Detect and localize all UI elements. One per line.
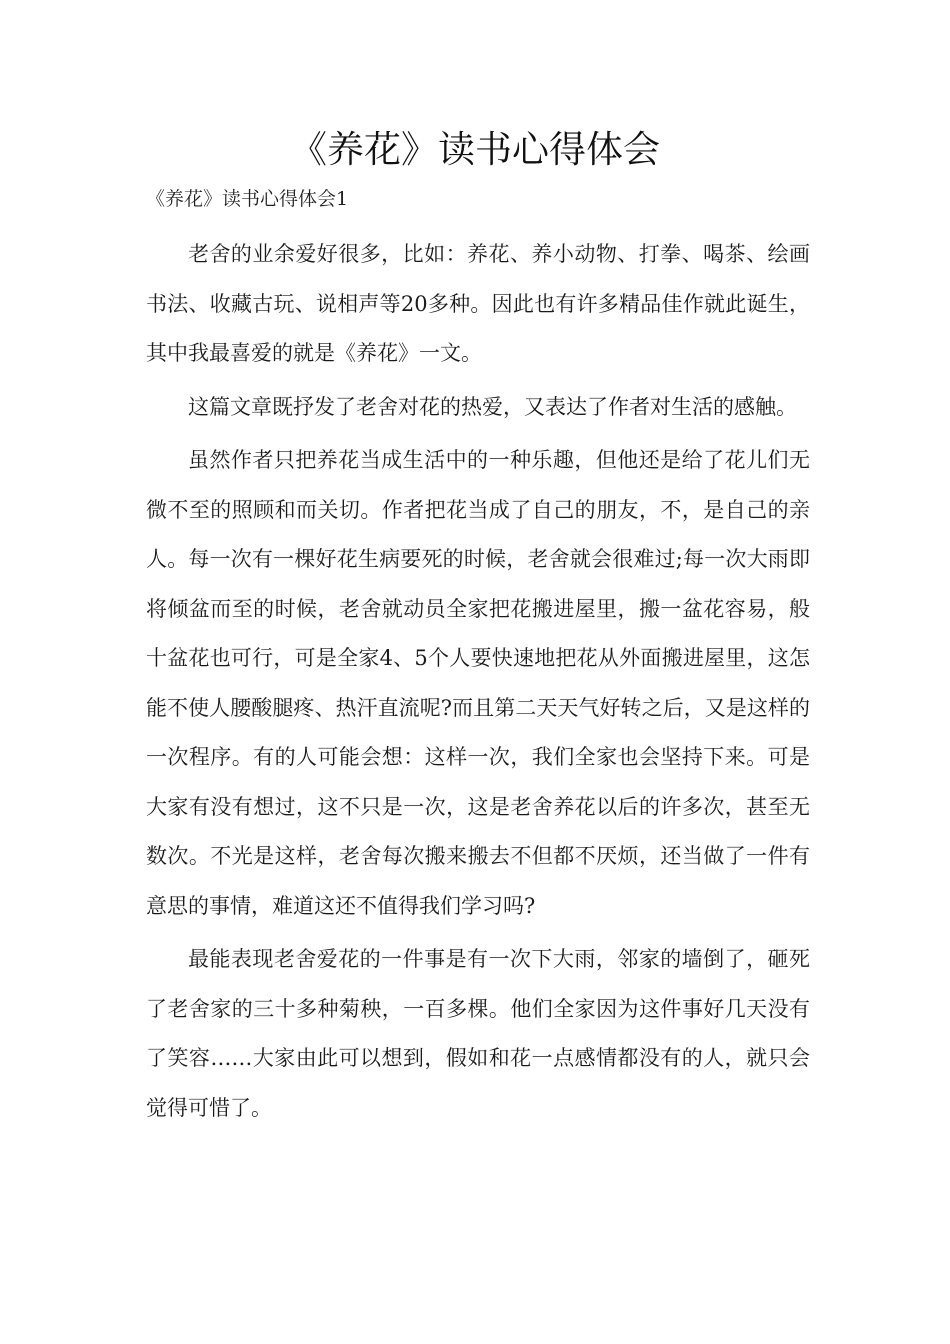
paragraph: 老舍的业余爱好很多，比如：养花、养小动物、打拳、喝茶、绘画书法、收藏古玩、说相声等20多种。因此也有许多精品佳作就此诞生，其中我最喜爱的就是《养花》一文。 <box>146 242 810 365</box>
paragraph: 虽然作者只把养花当成生活中的一种乐趣，但他还是给了花儿们无微不至的照顾和而关切。作者把花当成了自己的朋友，不，是自己的亲人。每一次有一棵好花生病要死的时候，老舍就会很难过;每一次大雨即将倾盆而至的时候，老舍就动员全家把花搬进屋里，搬一盆花容易，般十盆花也可行，可是全家4、5个人要快速地把花从外面搬进屋里，这怎能不使人腰酸腿疼、热汗直流呢?而且第二天天气好转之后，又是这样的一次程序。有的人可能会想：这样一次，我们全家也会坚持下来。可是大家有没有想过，这不只是一次，这是老舍养花以后的许多次，甚至无数次。不光是这样，老舍每次搬来搬去不但都不厌烦，还当做了一件有意思的事情，难道这还不值得我们学习吗? <box>146 448 810 918</box>
document-title: 《养花》读书心得体会 <box>290 128 660 171</box>
document-body <box>146 230 810 1137</box>
paragraph: 这篇文章既抒发了老舍对花的热爱，又表达了作者对生活的感触。 <box>188 394 797 419</box>
section-heading: 《养花》读书心得体会1 <box>146 188 349 210</box>
paragraph: 最能表现老舍爱花的一件事是有一次下大雨，邻家的墙倒了，砸死了老舍家的三十多种菊秧，一百多棵。他们全家因为这件事好几天没有了笑容……大家由此可以想到，假如和花一点感情都没有的人，就只会觉得可惜了。 <box>146 947 810 1120</box>
